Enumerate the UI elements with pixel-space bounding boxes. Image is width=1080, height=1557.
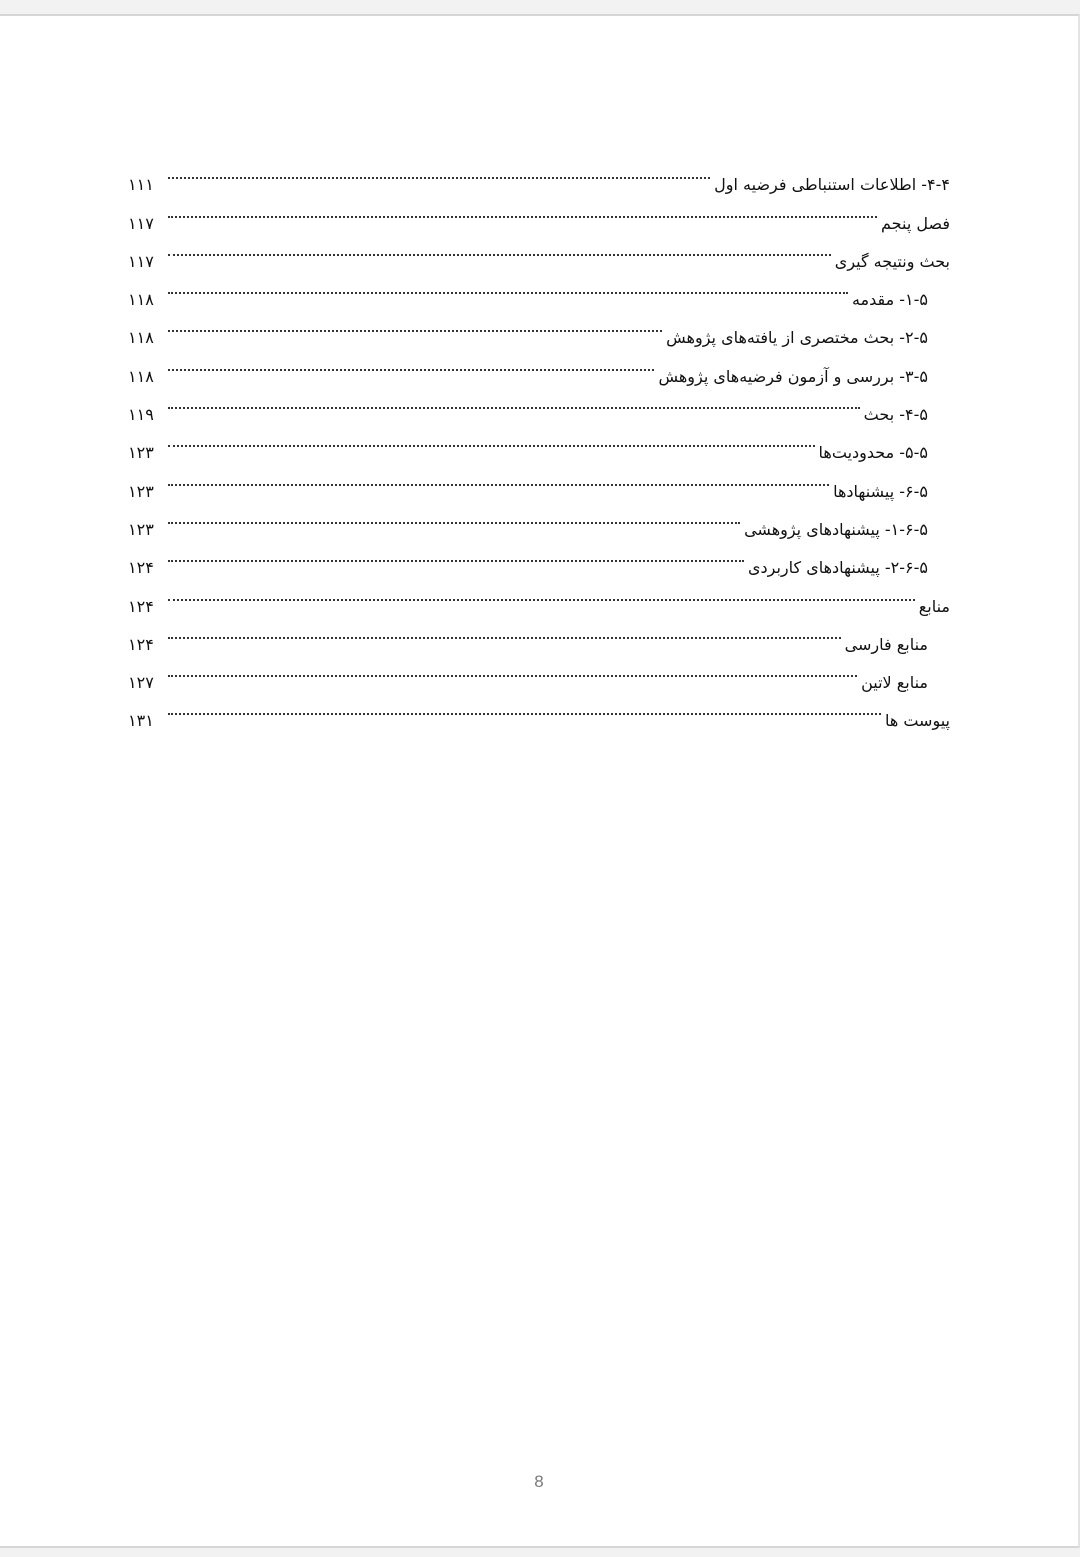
- toc-entry-page-number: ۱۱۷: [128, 213, 154, 233]
- toc-entry-page-number: ۱۱۷: [128, 251, 154, 271]
- toc-entry[interactable]: [128, 612, 950, 654]
- toc-entry-title: فصل پنجم: [881, 213, 950, 233]
- toc-entry[interactable]: [128, 420, 950, 463]
- toc-entry[interactable]: [128, 190, 950, 233]
- dot-leader: [168, 535, 744, 573]
- toc-entry-title: بحث ونتیجه گیری: [834, 251, 950, 271]
- toc-entry-title: منابع لاتین: [861, 673, 928, 693]
- toc-entry-title: ۱-۶-۵- پیشنهادهای پژوهشی: [744, 519, 928, 539]
- dot-leader: [168, 612, 841, 650]
- toc-entry-page-number: ۱۲۳: [128, 481, 154, 501]
- dot-leader: [168, 573, 915, 611]
- dot-leader: [168, 267, 848, 305]
- dot-leader: [168, 152, 710, 190]
- toc-entry-page-number: ۱۲۴: [128, 558, 154, 578]
- toc-entry-page-number: ۱۱۹: [128, 405, 154, 425]
- toc-entry-page-number: ۱۲۳: [128, 443, 154, 463]
- toc-entry[interactable]: [128, 229, 950, 271]
- toc-entry-page-number: ۱۲۷: [128, 673, 154, 693]
- toc-entry[interactable]: [128, 267, 950, 310]
- toc-entry-page-number: ۱۱۸: [128, 290, 154, 310]
- toc-entry-page-number: ۱۱۸: [128, 328, 154, 348]
- toc-entry-title: ۲-۶-۵- پیشنهادهای کاربردی: [747, 558, 928, 578]
- toc-entry[interactable]: [128, 688, 950, 731]
- toc-entry-page-number: ۱۲۳: [128, 519, 154, 539]
- table-of-contents: [128, 152, 950, 731]
- toc-entry[interactable]: [128, 305, 950, 348]
- toc-entry-page-number: ۱۲۴: [128, 596, 154, 616]
- toc-entry-title: ۳-۵- بررسی و آزمون فرضیه‌های پژوهش: [658, 366, 928, 386]
- toc-entry-page-number: ۱۳۱: [128, 711, 154, 731]
- dot-leader: [168, 190, 877, 228]
- toc-entry-page-number: ۱۱۸: [128, 366, 154, 386]
- dot-leader: [168, 650, 857, 688]
- toc-entry[interactable]: [128, 458, 950, 501]
- toc-entry[interactable]: [128, 573, 950, 616]
- toc-entry-title: ۶-۵- پیشنهادها: [833, 481, 928, 501]
- toc-entry-title: ۵-۵- محدودیت‌ها: [818, 443, 928, 463]
- toc-entry-title: منابع: [918, 596, 950, 616]
- toc-entry[interactable]: [128, 382, 950, 425]
- toc-entry-title: پیوست ها: [884, 711, 950, 731]
- dot-leader: [168, 229, 831, 267]
- dot-leader: [168, 420, 815, 458]
- toc-entry-title: ۲-۵- بحث مختصری از یافته‌های پژوهش: [666, 328, 928, 348]
- dot-leader: [168, 497, 740, 535]
- dot-leader: [168, 343, 654, 381]
- toc-entry-title: ۱-۵- مقدمه: [851, 290, 928, 310]
- toc-entry-title: ۴-۵- بحث: [863, 405, 928, 425]
- dot-leader: [168, 688, 881, 726]
- page-number: 8: [534, 1472, 544, 1491]
- toc-entry-page-number: ۱۲۴: [128, 634, 154, 654]
- dot-leader: [168, 305, 662, 343]
- document-page: [0, 14, 1080, 1548]
- toc-entry-title: منابع فارسی: [844, 634, 928, 654]
- toc-entry-title: ۴-۴- اطلاعات استنباطی فرضیه اول: [714, 175, 950, 195]
- toc-entry-page-number: ۱۱۱: [128, 175, 154, 195]
- toc-entry[interactable]: [128, 152, 950, 195]
- dot-leader: [168, 458, 829, 496]
- dot-leader: [168, 382, 860, 420]
- toc-entry[interactable]: [128, 650, 950, 693]
- toc-entry[interactable]: [128, 497, 950, 539]
